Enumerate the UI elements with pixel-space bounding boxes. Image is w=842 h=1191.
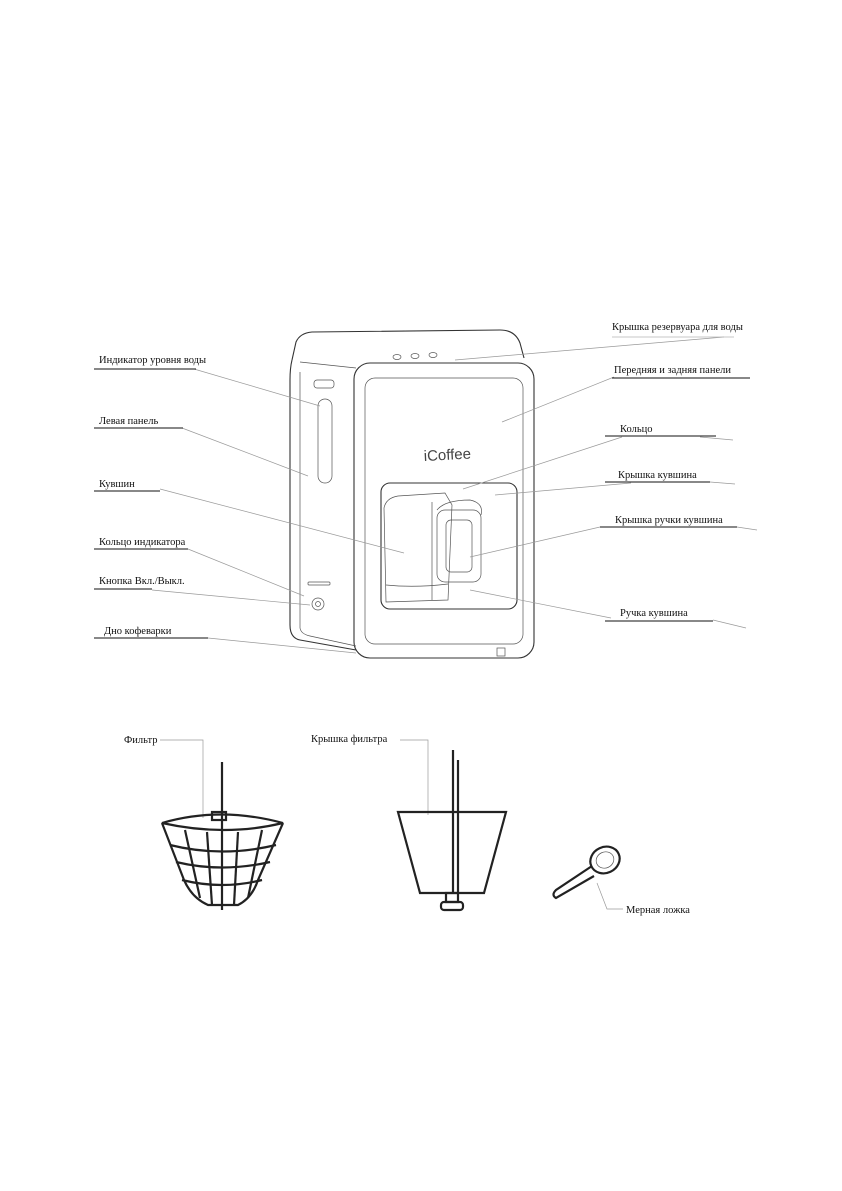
- brand-logo: iCoffee: [423, 445, 472, 465]
- carafe-handle: [437, 510, 481, 582]
- leader-lines: [152, 337, 757, 653]
- label-water-reservoir-lid: Крышка резервуара для воды: [612, 322, 743, 333]
- filter-lid-drawing: [398, 740, 506, 910]
- label-machine-base: Дно кофеварки: [104, 626, 172, 637]
- label-filter: Фильтр: [124, 735, 158, 746]
- label-filter-lid: Крышка фильтра: [311, 734, 388, 745]
- coffee-maker-drawing: [290, 330, 534, 658]
- label-power-button: Кнопка Вкл./Выкл.: [99, 576, 185, 587]
- label-jug-handle-cover: Крышка ручки кувшина: [615, 515, 723, 526]
- power-button: [312, 598, 324, 610]
- label-indicator-ring: Кольцо индикатора: [99, 537, 186, 548]
- label-water-level-indicator: Индикатор уровня воды: [99, 355, 207, 366]
- filter-drawing: [160, 740, 283, 910]
- measuring-spoon-drawing: [554, 842, 625, 909]
- label-ring: Кольцо: [620, 424, 653, 435]
- label-measuring-spoon: Мерная ложка: [626, 905, 690, 916]
- label-jug-lid: Крышка кувшина: [618, 470, 697, 481]
- label-front-back-panels: Передняя и задняя панели: [614, 365, 731, 376]
- water-level-window: [318, 399, 332, 483]
- labels-right: [600, 322, 750, 621]
- label-jug-handle: Ручка кувшина: [620, 608, 688, 619]
- label-jug: Кувшин: [99, 479, 135, 490]
- label-left-panel: Левая панель: [99, 416, 159, 427]
- labels-left: [94, 355, 208, 638]
